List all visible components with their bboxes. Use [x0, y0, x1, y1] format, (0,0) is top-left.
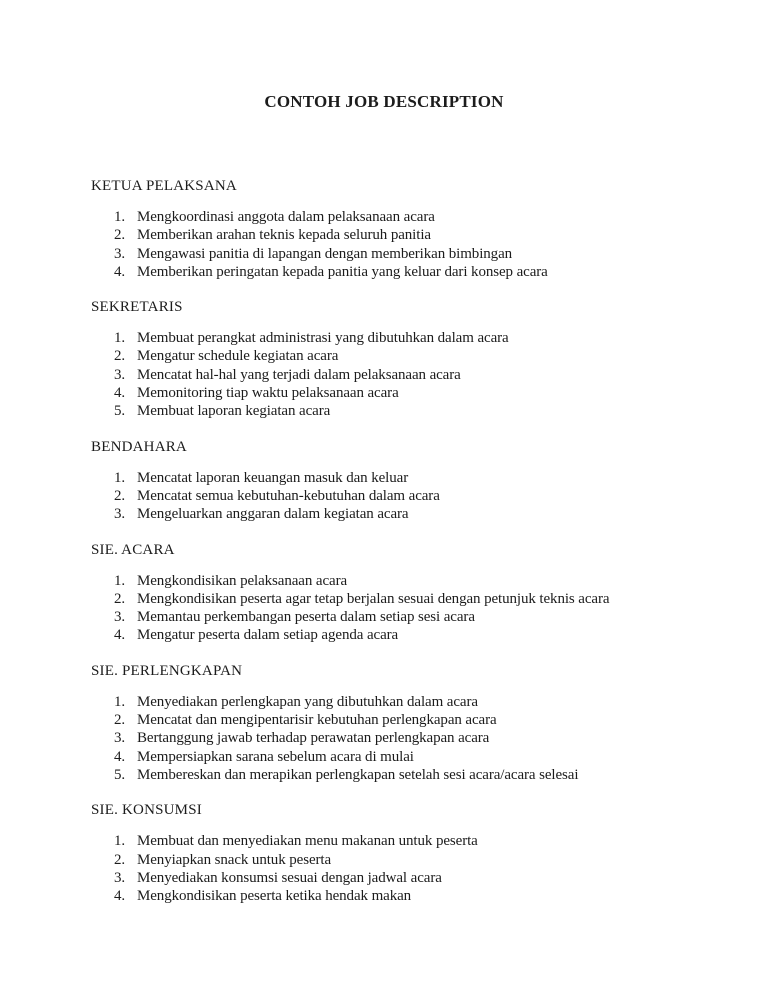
section-heading-sie-acara: SIE. ACARA: [91, 541, 175, 558]
list-item: Membereskan dan merapikan perlengkapan setelah sesi acara/acara selesai: [137, 766, 579, 783]
list-item: Mencatat laporan keuangan masuk dan keluar: [137, 469, 409, 486]
section-heading-ketua-pelaksana: KETUA PELAKSANA: [91, 178, 237, 194]
list-item: Memantau perkembangan peserta dalam setiap sesi acara: [137, 609, 475, 626]
list-item: Mencatat semua kebutuhan-kebutuhan dalam acara: [137, 487, 440, 504]
list-item: Mengatur peserta dalam setiap agenda acara: [137, 627, 399, 644]
job-list-sie-acara: [91, 572, 708, 645]
section-heading-bendahara: BENDAHARA: [91, 438, 187, 455]
job-list-sekretaris: [91, 329, 708, 420]
list-item: Mengkoordinasi anggota dalam pelaksanaan acara: [137, 209, 435, 225]
job-list-sie-konsumsi: [91, 832, 708, 905]
list-item: Mengeluarkan anggaran dalam kegiatan acara: [137, 506, 409, 523]
list-item: Mempersiapkan sarana sebelum acara di mulai: [137, 748, 414, 765]
section-heading-sie-perlengkapan: SIE. PERLENGKAPAN: [91, 662, 243, 679]
list-item: Memberikan arahan teknis kepada seluruh panitia: [137, 227, 431, 244]
job-list-ketua-pelaksana: [91, 208, 708, 281]
list-item: Mengawasi panitia di lapangan dengan memberikan bimbingan: [137, 245, 513, 262]
list-item: Membuat perangkat administrasi yang dibutuhkan dalam acara: [137, 330, 509, 347]
list-item: Menyediakan konsumsi sesuai dengan jadwal acara: [137, 869, 442, 886]
section-heading-sie-konsumsi: SIE. KONSUMSI: [91, 802, 202, 819]
list-item: Mengkondisikan pelaksanaan acara: [137, 572, 348, 589]
list-item: Bertanggung jawab terhadap perawatan perlengkapan acara: [137, 730, 490, 747]
list-item: Mengkondisikan peserta agar tetap berjalan sesuai dengan petunjuk teknis acara: [137, 590, 610, 607]
job-list-sie-perlengkapan: [91, 693, 708, 784]
list-item: Mencatat hal-hal yang terjadi dalam pelaksanaan acara: [137, 366, 461, 383]
list-item: Memberikan peringatan kepada panitia yang keluar dari konsep acara: [137, 263, 548, 280]
section-heading-sekretaris: SEKRETARIS: [91, 299, 183, 316]
list-item: Mengatur schedule kegiatan acara: [137, 348, 339, 365]
list-item: Membuat laporan kegiatan acara: [137, 403, 331, 420]
document-title: CONTOH JOB DESCRIPTION: [264, 92, 504, 111]
list-item: Menyediakan perlengkapan yang dibutuhkan dalam acara: [137, 693, 478, 710]
list-item: Memonitoring tiap waktu pelaksanaan acara: [137, 385, 399, 402]
list-item: Menyiapkan snack untuk peserta: [137, 851, 332, 868]
list-item: Mencatat dan mengipentarisir kebutuhan perlengkapan acara: [137, 712, 497, 729]
list-item: Membuat dan menyediakan menu makanan untuk peserta: [137, 833, 478, 850]
list-item: Mengkondisikan peserta ketika hendak makan: [137, 888, 412, 905]
job-list-bendahara: [91, 469, 708, 524]
